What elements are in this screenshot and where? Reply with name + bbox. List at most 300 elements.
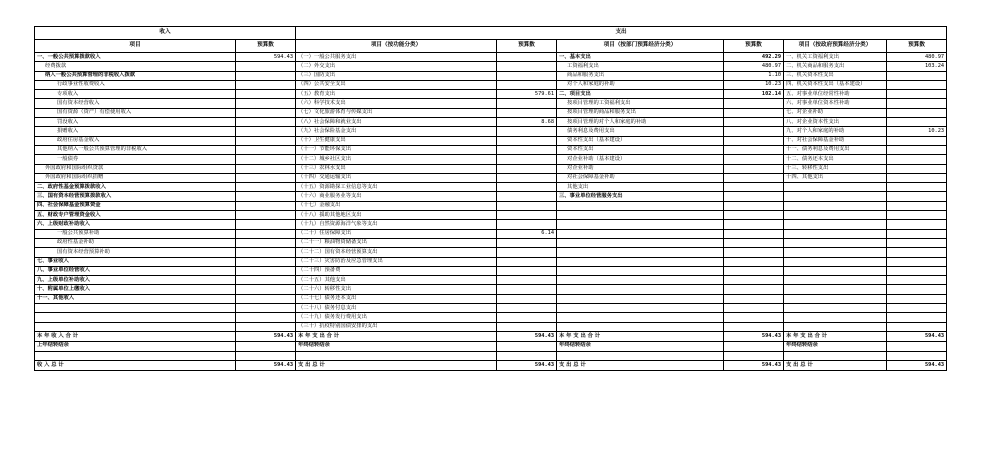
functional-item-cell: （十）卫生健康支出 (296, 136, 497, 145)
income-budget-cell (236, 62, 296, 71)
gov-econ-budget-cell (887, 248, 947, 257)
dept-econ-budget-cell (724, 313, 784, 322)
income-budget-cell (236, 71, 296, 80)
functional-budget-cell (497, 257, 557, 266)
income-item-cell: 经费拨款 (35, 62, 236, 71)
income-budget-cell (236, 229, 296, 238)
functional-budget-cell (497, 304, 557, 313)
table-row (35, 211, 947, 220)
dept-econ-budget-cell (724, 304, 784, 313)
dept-econ-item-cell (557, 276, 724, 285)
table-row (35, 285, 947, 294)
dept-econ-item-cell: 对企业补助 (557, 164, 724, 173)
functional-item-cell: （八）社会保障和就业支出 (296, 118, 497, 127)
dept-econ-budget-cell (724, 276, 784, 285)
dept-econ-item-cell: 二、项目支出 (557, 90, 724, 99)
col-header-income-item: 项目 (35, 40, 236, 53)
income-budget-cell (236, 155, 296, 164)
income-item-cell: 一、一般公共预算拨款收入 (35, 53, 236, 62)
expense-section-title: 支出 (296, 27, 947, 40)
dept-econ-item-cell (557, 294, 724, 303)
col-header-gov-econ-item: 项目（按政府预算经济分类） (784, 40, 887, 53)
gov-econ-budget-total-cell (887, 341, 947, 351)
income-budget-cell (236, 145, 296, 154)
income-budget-cell (236, 238, 296, 247)
dept-econ-budget-cell (724, 294, 784, 303)
income-budget-cell (236, 192, 296, 201)
dept-econ-item-cell: 三、事业单位经营服务支出 (557, 192, 724, 201)
gov-econ-budget-cell (887, 322, 947, 331)
total-row (35, 351, 947, 360)
dept-econ-item-cell (557, 257, 724, 266)
functional-budget-total-cell (497, 341, 557, 351)
gov-econ-budget-cell (887, 257, 947, 266)
table-row (35, 313, 947, 322)
functional-budget-cell (497, 164, 557, 173)
income-item-cell: 六、上级财政补助收入 (35, 220, 236, 229)
income-budget-cell (236, 80, 296, 89)
income-item-cell: 行政事业性收费收入 (35, 80, 236, 89)
col-header-dept-econ-item: 项目（按部门预算经济分类） (557, 40, 724, 53)
gov-econ-item-cell (784, 211, 887, 220)
gov-econ-budget-cell (887, 229, 947, 238)
gov-econ-item-cell: 二、机关商品和服务支出 (784, 62, 887, 71)
income-budget-cell (236, 266, 296, 275)
functional-item-cell: （二十二）国有资本经营预算支出 (296, 248, 497, 257)
budget-table (34, 26, 947, 371)
gov-econ-budget-cell (887, 80, 947, 89)
dept-econ-budget-cell (724, 201, 784, 210)
gov-econ-item-cell: 八、对企业资本性支出 (784, 118, 887, 127)
functional-budget-cell (497, 276, 557, 285)
table-row (35, 201, 947, 210)
functional-item-cell: （十八）援助其他地区支出 (296, 211, 497, 220)
gov-econ-item-cell (784, 201, 887, 210)
gov-econ-item-cell: 九、对个人和家庭的补助 (784, 127, 887, 136)
income-section-title: 收入 (35, 27, 296, 40)
gov-econ-item-total-cell: 年终结转结余 (784, 341, 887, 351)
dept-econ-item-cell: 按项目管理的商品和服务支出 (557, 108, 724, 117)
gov-econ-item-total-cell (784, 351, 887, 360)
income-item-cell: 九、上级单位补助收入 (35, 276, 236, 285)
income-item-cell: 一般公共预算补助 (35, 229, 236, 238)
income-item-cell: 其他纳入一般公共预算管理的非税收入 (35, 145, 236, 154)
table-row (35, 127, 947, 136)
income-item-cell: 政府住房基金收入 (35, 136, 236, 145)
section-header-row (35, 27, 947, 40)
income-budget-cell (236, 90, 296, 99)
dept-econ-item-cell (557, 211, 724, 220)
gov-econ-item-cell (784, 229, 887, 238)
functional-budget-cell (497, 294, 557, 303)
functional-budget-cell (497, 322, 557, 331)
income-item-cell: 四、社会保障基金预算资金 (35, 201, 236, 210)
dept-econ-budget-cell (724, 285, 784, 294)
functional-item-cell: （二十五）其他支出 (296, 276, 497, 285)
functional-budget-cell (497, 248, 557, 257)
functional-budget-cell (497, 62, 557, 71)
dept-econ-budget-cell (724, 248, 784, 257)
dept-econ-item-cell: 资本性支出（基本建设） (557, 136, 724, 145)
functional-item-cell: （二十七）债务还本支出 (296, 294, 497, 303)
dept-econ-item-cell: 按项目管理的对个人和家庭的补助 (557, 118, 724, 127)
dept-econ-item-cell: 对社会保障基金补助 (557, 173, 724, 182)
dept-econ-budget-cell (724, 192, 784, 201)
gov-econ-item-cell (784, 322, 887, 331)
dept-econ-budget-cell (724, 266, 784, 275)
functional-budget-cell: 8.68 (497, 118, 557, 127)
gov-econ-item-cell (784, 257, 887, 266)
gov-econ-item-cell: 十一、债务利息及费用支出 (784, 145, 887, 154)
dept-econ-item-cell (557, 220, 724, 229)
dept-econ-budget-cell (724, 136, 784, 145)
gov-econ-item-cell: 十二、债务还本支出 (784, 155, 887, 164)
dept-econ-item-cell: 一、基本支出 (557, 53, 724, 62)
functional-item-cell: （十九）自然资源海洋气象等支出 (296, 220, 497, 229)
functional-item-cell: （二）外交支出 (296, 62, 497, 71)
functional-item-cell: （三十）抗疫特别国债安排的支出 (296, 322, 497, 331)
income-item-cell (35, 313, 236, 322)
functional-budget-cell (497, 53, 557, 62)
dept-econ-budget-cell (724, 211, 784, 220)
table-row (35, 164, 947, 173)
dept-econ-item-cell (557, 229, 724, 238)
functional-budget-cell (497, 192, 557, 201)
income-item-cell: 二、政府性基金预算拨款收入 (35, 183, 236, 192)
functional-item-total-cell: 年终结转结余 (296, 341, 497, 351)
income-budget-total-cell: 594.43 (236, 360, 296, 370)
income-budget-cell (236, 304, 296, 313)
dept-econ-item-cell (557, 313, 724, 322)
functional-item-total-cell: 支 出 总 计 (296, 360, 497, 370)
gov-econ-budget-cell (887, 136, 947, 145)
gov-econ-item-cell: 六、对事业单位资本性补助 (784, 99, 887, 108)
dept-econ-budget-cell (724, 99, 784, 108)
col-header-functional-budget: 预算数 (497, 40, 557, 53)
gov-econ-item-cell (784, 294, 887, 303)
functional-budget-cell (497, 145, 557, 154)
dept-econ-budget-cell (724, 108, 784, 117)
dept-econ-item-cell: 资本性支出 (557, 145, 724, 154)
functional-budget-cell (497, 220, 557, 229)
dept-econ-budget-cell (724, 164, 784, 173)
income-item-cell: 十、附属单位上缴收入 (35, 285, 236, 294)
table-row (35, 53, 947, 62)
total-row (35, 331, 947, 341)
dept-econ-item-cell (557, 285, 724, 294)
gov-econ-item-total-cell: 本 年 支 出 合 计 (784, 331, 887, 341)
table-row (35, 304, 947, 313)
functional-item-cell: （九）社会保险基金支出 (296, 127, 497, 136)
income-item-cell: 国有资本经营收入 (35, 99, 236, 108)
dept-econ-item-cell (557, 322, 724, 331)
dept-econ-item-cell: 债务利息及费用支出 (557, 127, 724, 136)
gov-econ-item-cell: 十、对社会保障基金补助 (784, 136, 887, 145)
dept-econ-budget-cell (724, 127, 784, 136)
income-item-cell: 国有资本经营预算补助 (35, 248, 236, 257)
table-row (35, 276, 947, 285)
functional-budget-cell (497, 266, 557, 275)
total-row (35, 360, 947, 370)
dept-econ-budget-cell (724, 229, 784, 238)
dept-econ-budget-cell: 10.23 (724, 80, 784, 89)
dept-econ-budget-cell (724, 145, 784, 154)
functional-budget-cell (497, 99, 557, 108)
income-item-cell: 罚没收入 (35, 118, 236, 127)
table-row (35, 294, 947, 303)
table-row (35, 192, 947, 201)
income-budget-cell (236, 136, 296, 145)
gov-econ-budget-cell (887, 211, 947, 220)
functional-item-cell: （二十）住房保障支出 (296, 229, 497, 238)
functional-budget-cell (497, 201, 557, 210)
functional-budget-cell (497, 108, 557, 117)
functional-budget-cell (497, 173, 557, 182)
gov-econ-budget-cell (887, 192, 947, 201)
gov-econ-budget-total-cell: 594.43 (887, 360, 947, 370)
dept-econ-budget-total-cell (724, 341, 784, 351)
gov-econ-item-cell (784, 238, 887, 247)
dept-econ-budget-cell: 492.29 (724, 53, 784, 62)
gov-econ-item-cell: 十四、其他支出 (784, 173, 887, 182)
gov-econ-budget-cell (887, 118, 947, 127)
income-item-cell: 纳入一般公共预算管理的非税收入拨款 (35, 71, 236, 80)
gov-econ-budget-cell (887, 183, 947, 192)
income-item-cell: 政府性基金补助 (35, 238, 236, 247)
gov-econ-item-cell (784, 183, 887, 192)
income-budget-total-cell (236, 351, 296, 360)
gov-econ-budget-cell (887, 145, 947, 154)
functional-budget-cell (497, 238, 557, 247)
gov-econ-item-cell: 三、机关资本性支出 (784, 71, 887, 80)
income-item-cell: 捐赠收入 (35, 127, 236, 136)
gov-econ-item-cell (784, 266, 887, 275)
functional-item-cell: （一）一般公共服务支出 (296, 53, 497, 62)
dept-econ-item-cell (557, 304, 724, 313)
dept-econ-item-cell (557, 248, 724, 257)
dept-econ-item-cell (557, 201, 724, 210)
income-budget-cell (236, 173, 296, 182)
functional-budget-cell (497, 71, 557, 80)
dept-econ-budget-cell (724, 257, 784, 266)
income-budget-total-cell: 594.43 (236, 331, 296, 341)
table-row (35, 136, 947, 145)
functional-item-cell: （二十六）转移性支出 (296, 285, 497, 294)
functional-item-total-cell (296, 351, 497, 360)
gov-econ-budget-cell: 480.97 (887, 53, 947, 62)
dept-econ-item-total-cell: 本 年 支 出 合 计 (557, 331, 724, 341)
functional-item-cell: （三）国防支出 (296, 71, 497, 80)
income-item-cell: 国有资源（资产）有偿使用收入 (35, 108, 236, 117)
dept-econ-item-total-cell: 支 出 总 计 (557, 360, 724, 370)
functional-item-cell: （十三）农林水支出 (296, 164, 497, 173)
gov-econ-item-cell (784, 276, 887, 285)
dept-econ-budget-cell (724, 155, 784, 164)
functional-item-total-cell: 本 年 支 出 合 计 (296, 331, 497, 341)
gov-econ-budget-cell (887, 164, 947, 173)
dept-econ-budget-cell: 1.10 (724, 71, 784, 80)
income-item-cell: 一般债券 (35, 155, 236, 164)
table-row (35, 322, 947, 331)
gov-econ-budget-cell (887, 155, 947, 164)
income-item-cell: 八、事业单位经营收入 (35, 266, 236, 275)
gov-econ-item-cell: 一、机关工资福利支出 (784, 53, 887, 62)
dept-econ-item-total-cell: 年终结转结余 (557, 341, 724, 351)
income-item-total-cell: 收 入 总 计 (35, 360, 236, 370)
functional-item-cell: （十六）商业服务业等支出 (296, 192, 497, 201)
income-item-cell: 外国政府和国际组织贷款 (35, 164, 236, 173)
table-row (35, 173, 947, 182)
gov-econ-item-cell (784, 285, 887, 294)
functional-item-cell: （二十八）债务付息支出 (296, 304, 497, 313)
functional-item-cell: （十一）节能环保支出 (296, 145, 497, 154)
column-header-row (35, 40, 947, 53)
gov-econ-budget-cell (887, 285, 947, 294)
income-budget-cell (236, 276, 296, 285)
income-item-cell: 十一、其他收入 (35, 294, 236, 303)
income-budget-cell (236, 99, 296, 108)
dept-econ-budget-cell: 480.97 (724, 62, 784, 71)
dept-econ-budget-total-cell: 594.43 (724, 331, 784, 341)
table-row (35, 145, 947, 154)
income-item-total-cell (35, 351, 236, 360)
table-row (35, 108, 947, 117)
table-row (35, 118, 947, 127)
dept-econ-item-cell: 商品和服务支出 (557, 71, 724, 80)
table-row (35, 155, 947, 164)
functional-item-cell: （二十四）预备费 (296, 266, 497, 275)
functional-item-cell: （七）文化旅游体育与传媒支出 (296, 108, 497, 117)
functional-item-cell: （二十九）债务发行费用支出 (296, 313, 497, 322)
gov-econ-budget-cell (887, 108, 947, 117)
gov-econ-item-cell (784, 304, 887, 313)
dept-econ-budget-cell (724, 322, 784, 331)
table-row (35, 238, 947, 247)
functional-item-cell: （四）公共安全支出 (296, 80, 497, 89)
income-budget-cell: 594.43 (236, 53, 296, 62)
income-budget-total-cell (236, 341, 296, 351)
income-item-cell: 七、事业收入 (35, 257, 236, 266)
gov-econ-item-cell (784, 192, 887, 201)
income-budget-cell (236, 294, 296, 303)
dept-econ-item-cell: 按项目管理的工资福利支出 (557, 99, 724, 108)
gov-econ-item-cell: 五、对事业单位经常性补助 (784, 90, 887, 99)
dept-econ-budget-cell (724, 183, 784, 192)
income-item-total-cell: 上年结转结余 (35, 341, 236, 351)
col-header-gov-econ-budget: 预算数 (887, 40, 947, 53)
gov-econ-item-cell (784, 220, 887, 229)
dept-econ-budget-cell (724, 220, 784, 229)
gov-econ-budget-cell (887, 201, 947, 210)
table-row (35, 248, 947, 257)
col-header-functional-item: 项目（按功能分类） (296, 40, 497, 53)
gov-econ-budget-cell (887, 173, 947, 182)
functional-budget-total-cell: 594.43 (497, 331, 557, 341)
income-budget-cell (236, 183, 296, 192)
gov-econ-budget-cell (887, 99, 947, 108)
gov-econ-item-cell: 四、机关资本性支出（基本建设） (784, 80, 887, 89)
functional-item-cell: （十七）金融支出 (296, 201, 497, 210)
gov-econ-budget-cell (887, 313, 947, 322)
gov-econ-budget-cell (887, 220, 947, 229)
dept-econ-budget-cell (724, 238, 784, 247)
income-budget-cell (236, 322, 296, 331)
functional-budget-cell (497, 183, 557, 192)
table-row (35, 80, 947, 89)
income-budget-cell (236, 248, 296, 257)
dept-econ-item-total-cell (557, 351, 724, 360)
gov-econ-budget-cell (887, 266, 947, 275)
gov-econ-budget-cell (887, 90, 947, 99)
dept-econ-item-cell: 其他支出 (557, 183, 724, 192)
gov-econ-budget-cell: 10.23 (887, 127, 947, 136)
functional-item-cell: （六）科学技术支出 (296, 99, 497, 108)
income-item-cell (35, 322, 236, 331)
gov-econ-budget-cell (887, 304, 947, 313)
functional-budget-cell (497, 155, 557, 164)
table-row (35, 266, 947, 275)
functional-budget-total-cell (497, 351, 557, 360)
gov-econ-item-cell (784, 313, 887, 322)
dept-econ-budget-total-cell: 594.43 (724, 360, 784, 370)
functional-item-cell: （二十三）灾害防治及应急管理支出 (296, 257, 497, 266)
income-budget-cell (236, 220, 296, 229)
income-budget-cell (236, 108, 296, 117)
col-header-income-budget: 预算数 (236, 40, 296, 53)
dept-econ-item-cell: 对企业补助（基本建设） (557, 155, 724, 164)
dept-econ-budget-cell (724, 173, 784, 182)
income-item-cell: 外国政府和国际组织捐赠 (35, 173, 236, 182)
income-budget-cell (236, 118, 296, 127)
gov-econ-budget-cell (887, 276, 947, 285)
income-budget-cell (236, 313, 296, 322)
dept-econ-budget-cell (724, 118, 784, 127)
table-row (35, 99, 947, 108)
income-budget-cell (236, 127, 296, 136)
table-row (35, 62, 947, 71)
income-item-cell: 专项收入 (35, 90, 236, 99)
total-row (35, 341, 947, 351)
income-item-cell: 五、财政专户管理资金收入 (35, 211, 236, 220)
income-item-total-cell: 本 年 收 入 合 计 (35, 331, 236, 341)
gov-econ-budget-cell (887, 238, 947, 247)
income-budget-cell (236, 257, 296, 266)
functional-budget-total-cell: 594.43 (497, 360, 557, 370)
functional-budget-cell (497, 211, 557, 220)
income-budget-cell (236, 164, 296, 173)
gov-econ-budget-cell (887, 294, 947, 303)
functional-budget-cell: 579.61 (497, 90, 557, 99)
dept-econ-item-cell (557, 266, 724, 275)
table-row (35, 71, 947, 80)
col-header-dept-econ-budget: 预算数 (724, 40, 784, 53)
functional-item-cell: （十四）交通运输支出 (296, 173, 497, 182)
gov-econ-item-cell: 十三、转移性支出 (784, 164, 887, 173)
dept-econ-item-cell: 对个人和家庭的补助 (557, 80, 724, 89)
functional-item-cell: （五）教育支出 (296, 90, 497, 99)
income-budget-cell (236, 201, 296, 210)
functional-budget-cell (497, 127, 557, 136)
functional-budget-cell (497, 80, 557, 89)
table-row (35, 90, 947, 99)
income-budget-cell (236, 211, 296, 220)
gov-econ-item-cell (784, 248, 887, 257)
functional-item-cell: （二十一）粮油物资储备支出 (296, 238, 497, 247)
income-budget-cell (236, 285, 296, 294)
gov-econ-budget-cell (887, 71, 947, 80)
functional-item-cell: （十五）资源勘探工业信息等支出 (296, 183, 497, 192)
gov-econ-budget-total-cell: 594.43 (887, 331, 947, 341)
